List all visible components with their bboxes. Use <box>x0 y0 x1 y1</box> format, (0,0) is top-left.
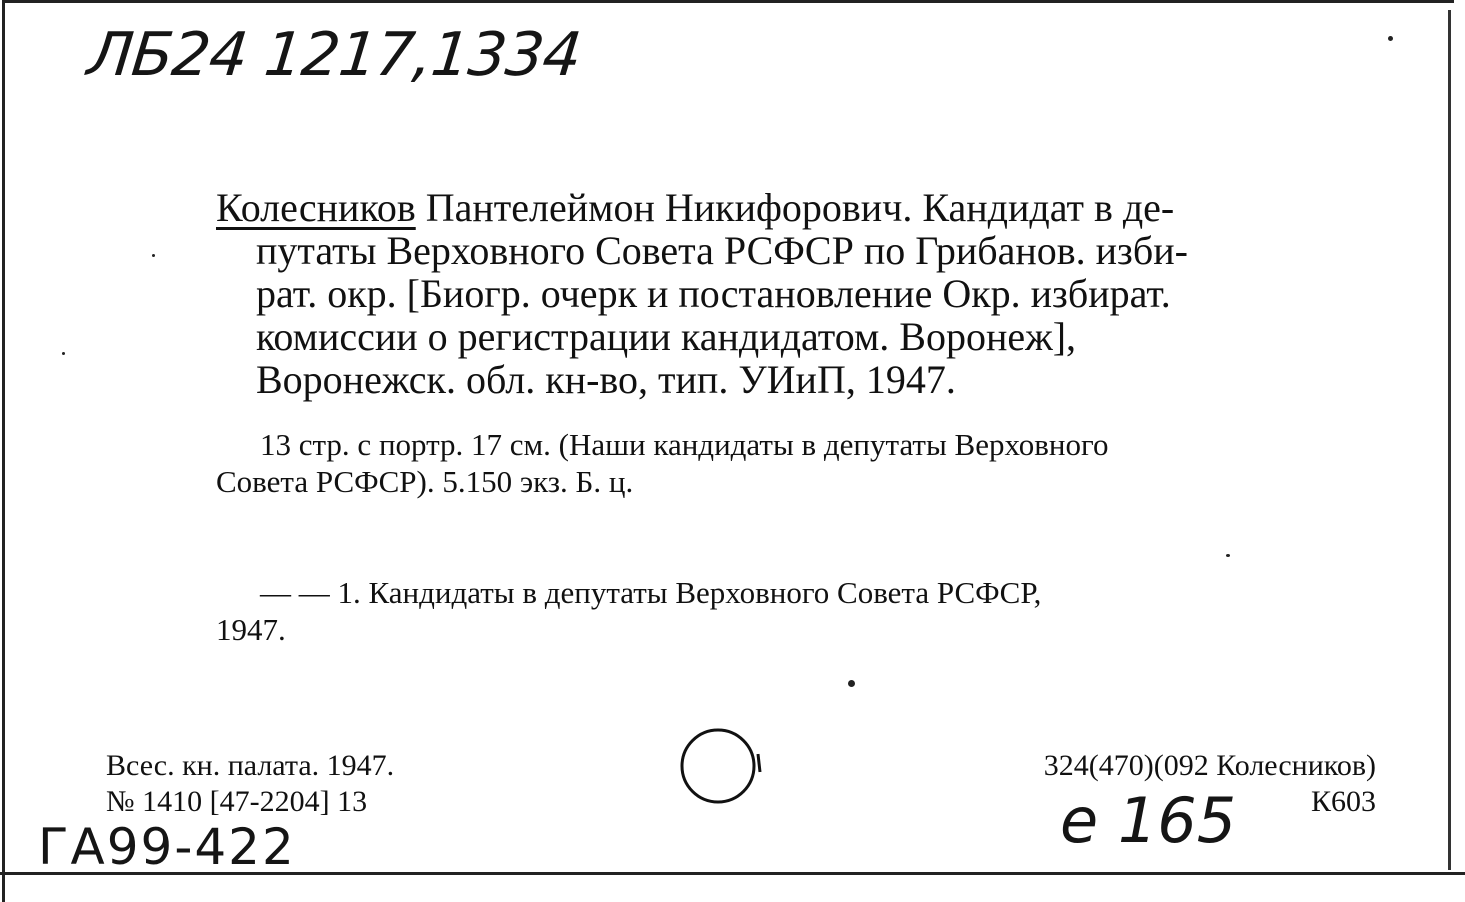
entry-line-5: Воронежск. обл. кн-во, тип. УИиП, 1947. <box>256 357 956 402</box>
entry-headword: Колесников <box>216 185 416 230</box>
footer-right-line-1: 324(470)(092 Колесников) <box>1043 749 1376 782</box>
handwritten-code-right: е 165 <box>1060 784 1237 857</box>
ink-speck <box>62 352 65 355</box>
handwritten-code-bottom: ГА99-422 <box>38 818 296 876</box>
entry-line-3: рат. окр. [Биогр. очерк и постановление Окр. избират. <box>256 271 1171 316</box>
ink-speck <box>1226 554 1230 557</box>
ink-speck <box>152 254 155 257</box>
entry-line-1: Пантелеймон Никифорович. Кандидат в де- <box>415 185 1175 230</box>
footer-left-line-2: № 1410 [47-2204] 13 <box>106 785 368 818</box>
handwritten-shelfmark: ЛБ24 1217,1334 <box>84 20 584 90</box>
collation-note <box>216 426 1374 500</box>
ink-speck <box>848 680 855 687</box>
card-border-right <box>1448 10 1451 870</box>
bibliographic-entry <box>216 186 1374 401</box>
card-border-top <box>4 0 1454 3</box>
footer-right-line-2: К603 <box>1310 785 1376 818</box>
ink-speck <box>1388 36 1393 41</box>
subject-line-1: — — 1. Кандидаты в депутаты Верховного Совета РСФСР, <box>260 575 1042 610</box>
footer-left-line-1: Всес. кн. палата. 1947. <box>106 749 395 782</box>
entry-line-4: комиссии о регистрации кандидатом. Воронеж], <box>256 314 1077 359</box>
collation-line-2: Совета РСФСР). 5.150 экз. Б. ц. <box>216 464 634 499</box>
footer-chamber-info <box>106 748 526 820</box>
collation-line-1: 13 стр. с портр. 17 см. (Наши кандидаты в депутаты Верховного <box>260 427 1109 462</box>
subject-heading <box>216 574 1374 648</box>
punch-hole-icon <box>676 724 766 812</box>
subject-line-2: 1947. <box>216 612 286 647</box>
entry-line-2: путаты Верховного Совета РСФСР по Грибанов. изби- <box>256 228 1188 273</box>
card-border-left <box>2 0 5 902</box>
